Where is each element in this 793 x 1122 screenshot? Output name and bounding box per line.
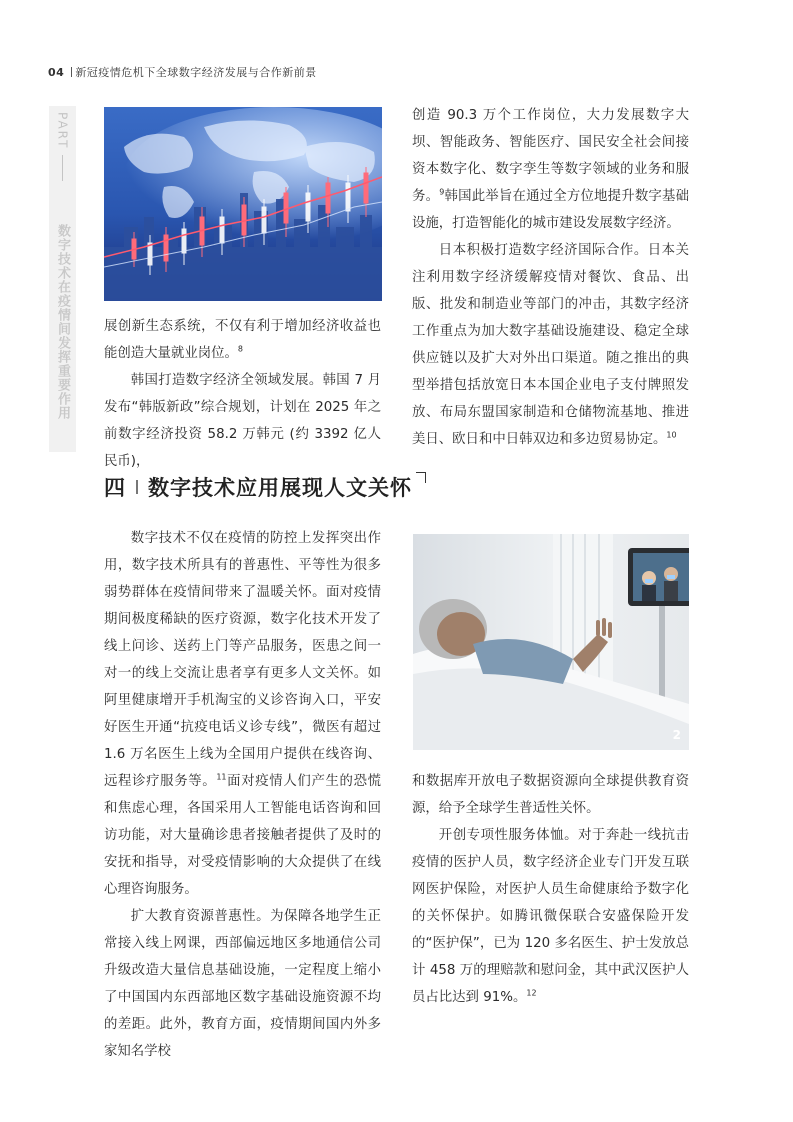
paragraph: 展创新生态系统，不仅有利于增加经济收益也能创造大量就业岗位。$^8$ [104, 319, 381, 361]
paragraph: 扩大教育资源普惠性。为保障各地学生正常接入线上网课，西部偏远地区多地通信公司升级改造大量信息基础设施，一定程度上缩小了中国国内东西部地区数字基础设施资源不均的差距。此外，教育方面，疫情期间国内外多家知名学校 [104, 909, 381, 1059]
city-stock-chart-image [104, 107, 382, 301]
page-number: 04 [48, 66, 65, 79]
paragraph: 韩国打造数字经济全领域发展。韩国 7 月发布“韩版新政”综合规划，计划在 2025 年之前数字经济投资 58.2 万韩元 (约 3392 亿人民币)， [104, 373, 381, 469]
text-column-top-left [104, 313, 381, 475]
text-column-bottom-left [104, 525, 381, 1065]
section-title: 数字技术应用展现人文关怀 [148, 476, 412, 500]
paragraph: 创造 90.3 万个工作岗位，大力发展数字大坝、智能政务、智能医疗、国民安全社会间接资本数字化、数字孪生等数字领域的业务和服务。$^9$韩国此举旨在通过全方位地提升数字基础设施，打造智能化的城市建设发展数字经济。 [412, 108, 690, 231]
footnote-ref: 9 [439, 187, 445, 197]
footnote-ref: 11 [216, 772, 227, 782]
page-header [48, 64, 317, 80]
heading-divider [136, 480, 138, 494]
paragraph: 开创专项性服务体恤。对于奔赴一线抗击疫情的医护人员，数字经济企业专门开发互联网医护保险，对医护人员生命健康给予数字化的关怀保护。如腾讯微保联合安盛保险开发的“医护保”，已为 120 多名医生、护士发放总计 458 万的理赔款和慰问金，其中武汉医护人员占比达到 91%。$^{12}$ [412, 828, 689, 1005]
text-column-bottom-right [412, 768, 689, 1011]
corner-bracket-icon [416, 472, 426, 483]
chapter-title: 数字技术在疫情间发挥重要作用 [55, 224, 70, 420]
chapter-sidebar [49, 106, 76, 452]
footnote-ref: 8 [237, 344, 243, 354]
telemedicine-robot-image [413, 534, 689, 750]
paragraph: 和数据库开放电子数据资源向全球提供教育资源，给予全球学生普适性关怀。 [412, 774, 689, 816]
part-label: PART [49, 112, 76, 181]
part-divider [62, 155, 63, 181]
section-heading [104, 472, 426, 502]
paragraph: 日本积极打造数字经济国际合作。日本关注利用数字经济缓解疫情对餐饮、食品、出版、批发和制造业等部门的冲击，其数字经济工作重点为加大数字基础设施建设、稳定全球供应链以及扩大对外出口渠道。随之推出的典型举措包括放宽日本本国企业电子支付牌照发放、布局东盟国家制造和仓储物流基地、推进美日、欧日和中日韩双边和多边贸易协定。$^{10}$ [412, 243, 689, 447]
paragraph: 数字技术不仅在疫情的防控上发挥突出作用，数字技术所具有的普惠性、平等性为很多弱势群体在疫情间带来了温暖关怀。面对疫情期间极度稀缺的医疗资源，数字化技术开发了线上问诊、送药上门等产品服务，医患之间一对一的线上交流让患者享有更多人文关怀。如阿里健康增开手机淘宝的义诊咨询入口，平安好医生开通“抗疫电话义诊专线”，微医有超过 1.6 万名医生上线为全国用户提供在线咨询、远程诊疗服务等。$^{11}$面对疫情人们产生的恐慌和焦虑心理，各国采用人工智能电话咨询和回访功能，对大量确诊患者接触者提供了及时的安抚和指导，对受疫情影响的大众提供了在线心理咨询服务。 [104, 531, 382, 897]
report-title: 新冠疫情危机下全球数字经济发展与合作新前景 [75, 66, 317, 79]
figure-number: 2 [672, 728, 681, 742]
text-column-top-right [412, 102, 689, 453]
header-divider [71, 67, 72, 77]
footnote-ref: 10 [666, 430, 677, 440]
section-number: 四 [104, 476, 126, 500]
footnote-ref: 12 [526, 988, 537, 998]
